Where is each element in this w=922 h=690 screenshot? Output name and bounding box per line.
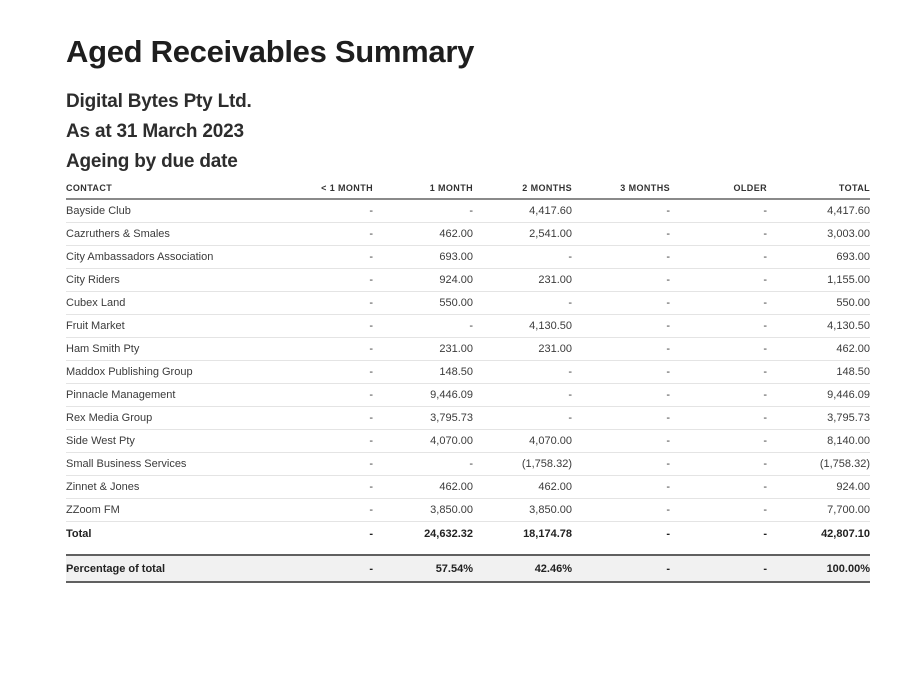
total-amount-cell: 18,174.78 [523,527,572,540]
total-amount-cell: 42,807.10 [821,527,870,540]
amount-cell: - [670,291,767,314]
amount-cell: - [270,245,373,268]
amount-cell: 7,700.00 [767,498,870,521]
table-row [66,268,870,291]
amount-cell: 3,850.00 [473,498,572,521]
amount-cell: - [373,199,473,222]
contact-cell: Fruit Market [66,314,270,337]
amount-cell: - [270,452,373,475]
amount-cell: - [572,245,670,268]
amount-cell: 9,446.09 [373,383,473,406]
amount-cell: - [270,383,373,406]
contact-cell: Maddox Publishing Group [66,360,270,383]
report-date: As at 31 March 2023 [66,121,244,142]
table-row [66,475,870,498]
amount-cell: - [270,498,373,521]
amount-cell: - [670,199,767,222]
amount-cell: - [572,314,670,337]
total-row [66,521,870,546]
amount-cell: - [270,222,373,245]
amount-cell: - [670,429,767,452]
amount-cell: 550.00 [373,291,473,314]
table-row [66,406,870,429]
amount-cell: 4,130.50 [473,314,572,337]
column-header-contact: CONTACT [66,183,270,199]
total-amount-cell: - [369,527,373,540]
table-row [66,337,870,360]
amount-cell: - [373,314,473,337]
amount-cell: - [270,268,373,291]
amount-cell: 924.00 [373,268,473,291]
amount-cell: 462.00 [767,337,870,360]
contact-cell: Ham Smith Pty [66,337,270,360]
amount-cell: - [473,291,572,314]
amount-cell: - [670,475,767,498]
contact-cell: ZZoom FM [66,498,270,521]
amount-cell: 148.50 [373,360,473,383]
amount-cell: - [572,268,670,291]
amount-cell: - [572,429,670,452]
amount-cell: 462.00 [373,222,473,245]
amount-cell: - [473,360,572,383]
contact-cell: Bayside Club [66,199,270,222]
amount-cell: - [270,291,373,314]
amount-cell: - [270,475,373,498]
table-row [66,291,870,314]
ageing-basis: Ageing by due date [66,151,238,172]
total-amount-cell: 24,632.32 [424,527,473,540]
amount-cell: - [572,452,670,475]
amount-cell: - [670,452,767,475]
amount-cell: 693.00 [373,245,473,268]
amount-cell: 3,003.00 [767,222,870,245]
amount-cell: - [473,245,572,268]
amount-cell: - [670,498,767,521]
amount-cell: - [572,498,670,521]
spacer-row [66,546,870,555]
amount-cell: 462.00 [473,475,572,498]
amount-cell: - [270,199,373,222]
amount-cell: 1,155.00 [767,268,870,291]
amount-cell: 148.50 [767,360,870,383]
table-row [66,222,870,245]
table-row [66,245,870,268]
percentage-label: Percentage of total [66,555,270,582]
contact-cell: Cubex Land [66,291,270,314]
contact-cell: Zinnet & Jones [66,475,270,498]
amount-cell: (1,758.32) [767,452,870,475]
amount-cell: 3,795.73 [373,406,473,429]
amount-cell: - [572,360,670,383]
table-body [66,199,870,521]
contact-cell: Small Business Services [66,452,270,475]
column-header-total: TOTAL [767,183,870,199]
amount-cell: - [270,429,373,452]
table-row [66,429,870,452]
total-amount-cell: - [763,527,767,540]
amount-cell: - [670,360,767,383]
amount-cell: 4,070.00 [373,429,473,452]
amount-cell: 462.00 [373,475,473,498]
amount-cell: - [572,337,670,360]
amount-cell: - [670,337,767,360]
aged-receivables-table [66,183,870,583]
total-label: Total [66,527,92,540]
amount-cell: - [670,383,767,406]
amount-cell: - [670,245,767,268]
amount-cell: - [572,222,670,245]
amount-cell: - [473,383,572,406]
amount-cell: - [670,268,767,291]
total-amount-cell: - [666,527,670,540]
table-row [66,383,870,406]
amount-cell: 231.00 [473,268,572,291]
contact-cell: Side West Pty [66,429,270,452]
report-subtitle-block [66,87,870,177]
amount-cell: 4,417.60 [767,199,870,222]
percentage-cell: 100.00% [767,555,870,582]
amount-cell: 4,070.00 [473,429,572,452]
table-row [66,498,870,521]
amount-cell: 3,850.00 [373,498,473,521]
table-header-row [66,183,870,199]
amount-cell: - [572,291,670,314]
amount-cell: 231.00 [373,337,473,360]
percentage-cell: - [572,555,670,582]
amount-cell: 924.00 [767,475,870,498]
contact-cell: City Riders [66,268,270,291]
amount-cell: 4,130.50 [767,314,870,337]
column-header-lt-1-month: < 1 MONTH [270,183,373,199]
contact-cell: Cazruthers & Smales [66,222,270,245]
table-row [66,452,870,475]
table-row [66,199,870,222]
amount-cell: - [670,314,767,337]
amount-cell: 2,541.00 [473,222,572,245]
amount-cell: - [670,406,767,429]
percentage-cell: 42.46% [473,555,572,582]
column-header-1-month: 1 MONTH [373,183,473,199]
amount-cell: - [270,314,373,337]
amount-cell: - [270,406,373,429]
amount-cell: 693.00 [767,245,870,268]
percentage-cell: - [670,555,767,582]
amount-cell: - [373,452,473,475]
table-row [66,314,870,337]
contact-cell: Rex Media Group [66,406,270,429]
table-row [66,360,870,383]
amount-cell: - [270,337,373,360]
amount-cell: - [572,475,670,498]
company-name: Digital Bytes Pty Ltd. [66,91,252,112]
column-header-3-months: 3 MONTHS [572,183,670,199]
amount-cell: - [270,360,373,383]
amount-cell: 3,795.73 [767,406,870,429]
amount-cell: - [473,406,572,429]
amount-cell: 8,140.00 [767,429,870,452]
amount-cell: 231.00 [473,337,572,360]
report-title: Aged Receivables Summary [66,34,475,69]
amount-cell: - [572,383,670,406]
percentage-cell: - [270,555,373,582]
amount-cell: - [670,222,767,245]
percentage-cell: 57.54% [373,555,473,582]
amount-cell: - [572,406,670,429]
amount-cell: 550.00 [767,291,870,314]
amount-cell: (1,758.32) [473,452,572,475]
column-header-2-months: 2 MONTHS [473,183,572,199]
column-header-older: OLDER [670,183,767,199]
amount-cell: 9,446.09 [767,383,870,406]
contact-cell: Pinnacle Management [66,383,270,406]
percentage-row [66,555,870,582]
amount-cell: - [572,199,670,222]
amount-cell: 4,417.60 [473,199,572,222]
contact-cell: City Ambassadors Association [66,245,270,268]
